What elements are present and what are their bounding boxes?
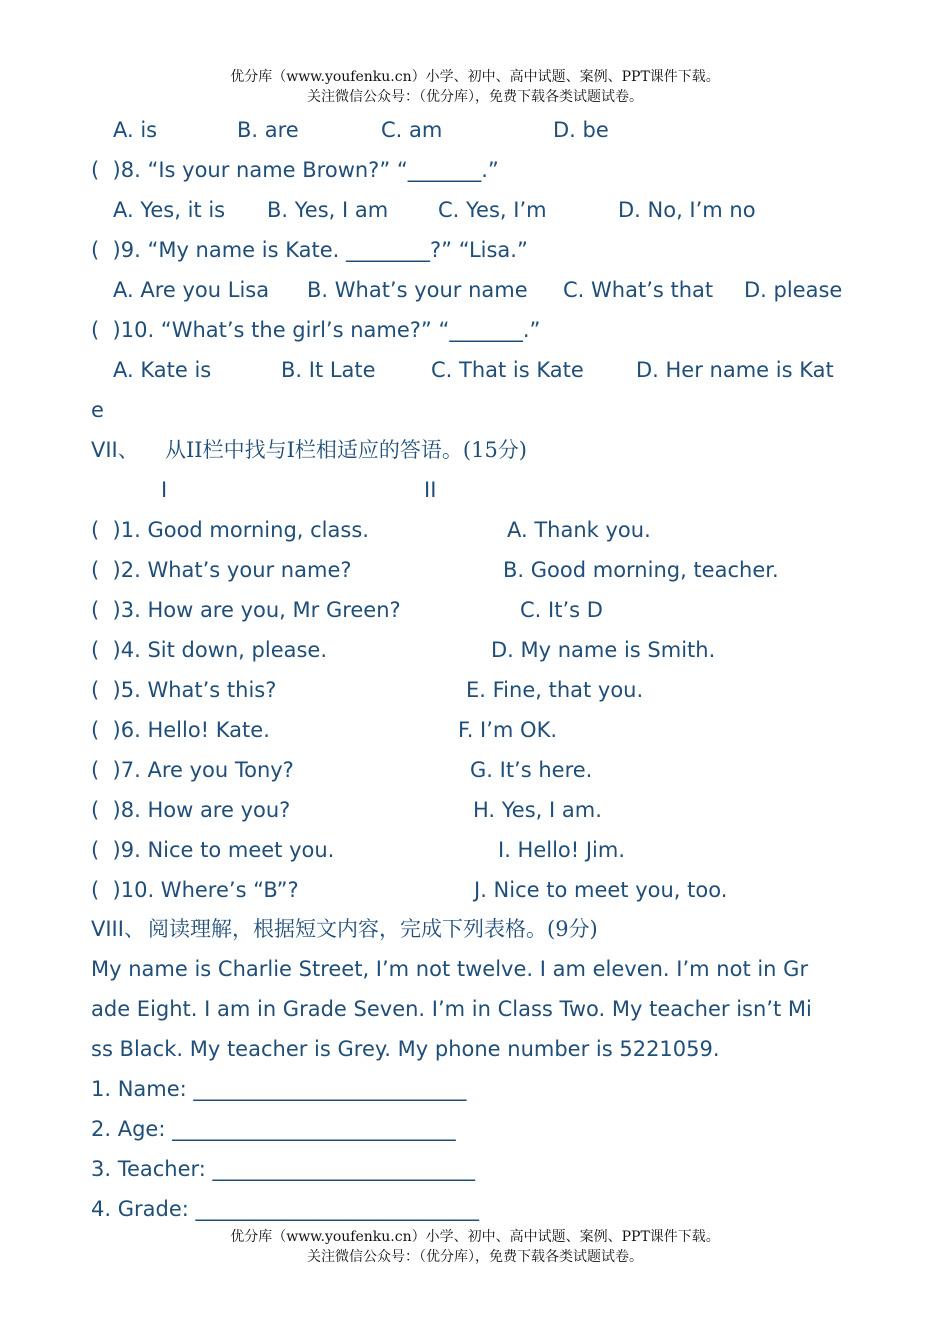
match-right-c: C. It’s D <box>520 598 603 622</box>
passage-line-2: ade Eight. I am in Grade Seven. I’m in Class Two. My teacher isn’t Mi <box>91 997 812 1021</box>
q8-option-a: A. Yes, it is <box>113 198 226 222</box>
q8-option-c: C. Yes, I’m <box>438 198 547 222</box>
match-left-8: ( )8. How are you? <box>91 798 291 822</box>
match-left-9: ( )9. Nice to meet you. <box>91 838 335 862</box>
footer-line-1: 优分库（www.youfenku.cn）小学、初中、高中试题、案例、PPT课件下载。 <box>230 1229 720 1245</box>
column-i-heading: I <box>161 478 168 502</box>
q10-option-c: C. That is Kate <box>431 358 584 382</box>
teacher-field[interactable]: 3. Teacher: _________________________ <box>91 1157 476 1181</box>
q7-option-b: B. are <box>237 118 299 142</box>
match-left-2: ( )2. What’s your name? <box>91 558 352 582</box>
match-left-4: ( )4. Sit down, please. <box>91 638 328 662</box>
grade-field[interactable]: 4. Grade: ___________________________ <box>91 1197 479 1221</box>
match-right-j: J. Nice to meet you, too. <box>474 878 728 902</box>
q9-option-c: C. What’s that <box>563 278 714 302</box>
match-left-10: ( )10. Where’s “B”? <box>91 878 299 902</box>
q10-option-a: A. Kate is <box>113 358 212 382</box>
match-right-g: G. It’s here. <box>470 758 593 782</box>
q9-option-d: D. please <box>744 278 843 302</box>
q7-option-d: D. be <box>553 118 609 142</box>
question-10: ( )10. “What’s the girl’s name?” “_______.” <box>91 318 541 342</box>
q8-option-d: D. No, I’m no <box>618 198 756 222</box>
section-8-title: 阅读理解，根据短文内容，完成下列表格。(9分) <box>148 917 598 941</box>
passage-line-3: ss Black. My teacher is Grey. My phone number is 5221059. <box>91 1037 720 1061</box>
age-field[interactable]: 2. Age: ___________________________ <box>91 1117 456 1141</box>
q10-option-b: B. It Late <box>281 358 376 382</box>
header-line-2: 关注微信公众号：（优分库），免费下载各类试题试卷。 <box>307 89 643 105</box>
match-right-d: D. My name is Smith. <box>491 638 716 662</box>
q9-option-b: B. What’s your name <box>307 278 528 302</box>
q7-option-a: A. is <box>113 118 158 142</box>
match-right-h: H. Yes, I am. <box>473 798 602 822</box>
section-7-number: VII、 <box>91 438 139 462</box>
q10-option-d: D. Her name is Kat <box>636 358 834 382</box>
q7-option-c: C. am <box>381 118 443 142</box>
q10-option-d-wrap: e <box>91 398 104 422</box>
q8-option-b: B. Yes, I am <box>267 198 389 222</box>
match-right-i: I. Hello! Jim. <box>498 838 626 862</box>
question-8: ( )8. “Is your name Brown?” “_______.” <box>91 158 499 182</box>
section-8-number: VIII、 <box>91 917 145 941</box>
column-ii-heading: II <box>424 478 437 502</box>
match-right-b: B. Good morning, teacher. <box>503 558 779 582</box>
section-7-title: 从II栏中找与I栏相适应的答语。(15分) <box>165 438 527 462</box>
match-right-f: F. I’m OK. <box>458 718 558 742</box>
match-left-6: ( )6. Hello! Kate. <box>91 718 270 742</box>
match-right-a: A. Thank you. <box>507 518 651 542</box>
match-left-1: ( )1. Good morning, class. <box>91 518 369 542</box>
header-line-1: 优分库（www.youfenku.cn）小学、初中、高中试题、案例、PPT课件下载。 <box>230 69 720 85</box>
q9-option-a: A. Are you Lisa <box>113 278 270 302</box>
passage-line-1: My name is Charlie Street, I’m not twelve. I am eleven. I’m not in Gr <box>91 957 809 981</box>
match-left-5: ( )5. What’s this? <box>91 678 277 702</box>
match-left-7: ( )7. Are you Tony? <box>91 758 294 782</box>
footer-line-2: 关注微信公众号：（优分库），免费下载各类试题试卷。 <box>307 1249 643 1265</box>
question-9: ( )9. “My name is Kate. ________?” “Lisa.” <box>91 238 528 262</box>
match-left-3: ( )3. How are you, Mr Green? <box>91 598 401 622</box>
match-right-e: E. Fine, that you. <box>466 678 644 702</box>
name-field[interactable]: 1. Name: __________________________ <box>91 1077 467 1101</box>
